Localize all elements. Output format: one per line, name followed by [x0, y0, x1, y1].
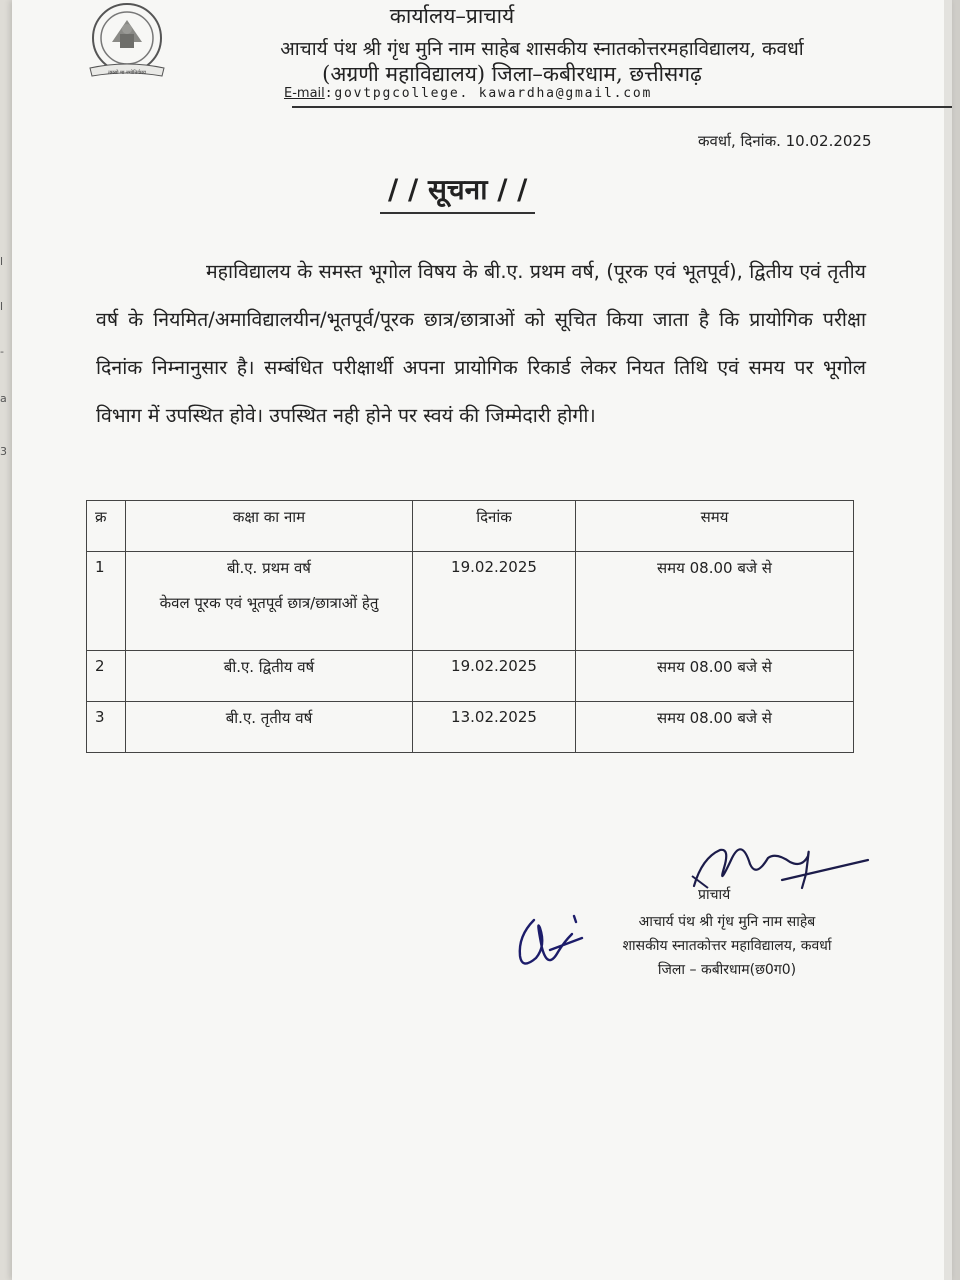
notice-title: / / सूचना / /: [380, 170, 535, 214]
desk-background: [0, 0, 12, 1280]
signatory-title: प्राचार्य: [698, 887, 731, 903]
notice-document: [12, 0, 952, 1280]
row-serial: 3: [87, 702, 126, 753]
row-time: समय 08.00 बजे से: [576, 702, 854, 753]
row-class-name: बी.ए. प्रथम वर्ष: [227, 559, 311, 577]
header-time: समय: [576, 501, 854, 552]
signatory-block: [582, 910, 872, 982]
row-serial: 1: [87, 552, 126, 651]
table-row: [87, 702, 854, 753]
row-class: [126, 552, 413, 651]
table-row: [87, 651, 854, 702]
row-time: समय 08.00 बजे से: [576, 552, 854, 651]
row-serial: 2: [87, 651, 126, 702]
office-title: कार्यालय–प्राचार्य: [389, 4, 515, 28]
desk-mark: a: [0, 392, 7, 405]
header-date: दिनांक: [413, 501, 576, 552]
exam-schedule-table: [86, 500, 854, 753]
logo-motto: तमसो मा ज्योतिर्गमय: [108, 70, 146, 76]
row-class-note: केवल पूरक एवं भूतपूर्व छात्र/छात्राओं हेतु: [159, 594, 379, 612]
row-class-name: बी.ए. द्वितीय वर्ष: [126, 651, 413, 702]
email-address: :govtpgcollege. kawardha@gmail.com: [324, 86, 653, 101]
paper-edge: [944, 0, 952, 1280]
row-date: 13.02.2025: [413, 702, 576, 753]
row-time: समय 08.00 बजे से: [576, 651, 854, 702]
desk-mark: l: [0, 300, 4, 313]
signatory-line-1: आचार्य पंथ श्री गृंध मुनि नाम साहेब: [638, 914, 816, 930]
desk-mark: 3: [0, 445, 7, 458]
row-date: 19.02.2025: [413, 552, 576, 651]
row-class-name: बी.ए. तृतीय वर्ष: [126, 702, 413, 753]
table-row: [87, 552, 854, 651]
header-serial: क्र: [87, 501, 126, 552]
row-date: 19.02.2025: [413, 651, 576, 702]
header-divider: [292, 106, 952, 108]
college-subtitle: (अग्रणी महाविद्यालय) जिला–कबीरधाम, छत्तीसगढ़: [322, 62, 702, 86]
email-label: E-mail: [284, 86, 325, 101]
desk-mark: -: [0, 345, 4, 358]
college-name: आचार्य पंथ श्री गृंध मुनि नाम साहेब शासकीय स्नातकोत्तरमहाविद्यालय, कवर्धा: [280, 38, 804, 60]
notice-date: कवर्धा, दिनांक. 10.02.2025: [698, 132, 872, 150]
college-logo-icon: [82, 2, 172, 82]
signatory-line-3: जिला – कबीरधाम(छ0ग0): [657, 962, 797, 978]
desk-mark: l: [0, 255, 4, 268]
email-line: [284, 86, 652, 101]
signatory-line-2: शासकीय स्नातकोत्तर महाविद्यालय, कवर्धा: [622, 938, 832, 954]
header-class: कक्षा का नाम: [126, 501, 413, 552]
notice-body: महाविद्यालय के समस्त भूगोल विषय के बी.ए. प्रथम वर्ष, (पूरक एवं भूतपूर्व), द्वितीय एवं तृतीय वर्ष के नियमित/अमाविद्यालयीन/भूतपूर्व/पूरक छात्र/छात्राओं को सूचित किया जाता है कि प्रायोगिक परीक्षा दिनांक निम्नानुसार है। सम्बंधित परीक्षार्थी अपना प्रायोगिक रिकार्ड लेकर नियत तिथि एवं समय पर भूगोल विभाग में उपस्थित होवे। उपस्थित नही होने पर स्वयं की जिम्मेदारी होगी।: [96, 260, 866, 427]
table-header-row: [87, 501, 854, 552]
